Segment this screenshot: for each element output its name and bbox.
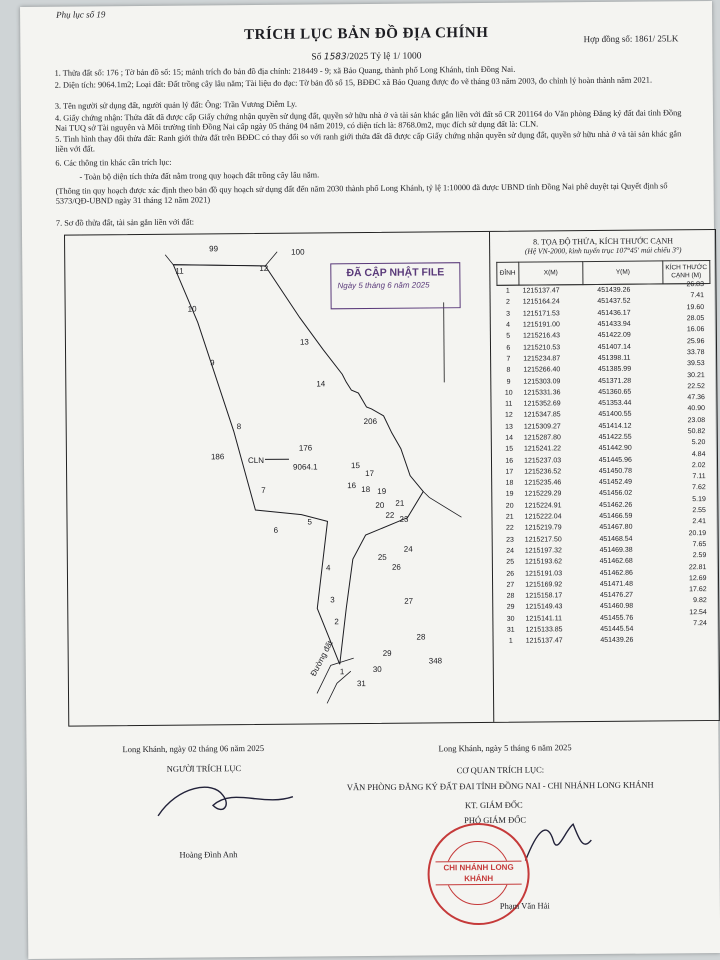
contract-number: Hợp đồng số: 1861/ 25LK xyxy=(583,33,679,45)
row-y: 451445.96 xyxy=(598,456,632,464)
coordinate-table xyxy=(496,260,713,647)
row-y: 451400.55 xyxy=(598,411,632,419)
row-y: 451422.55 xyxy=(598,433,632,441)
row-y: 451468.54 xyxy=(599,535,633,543)
col-vertex: ĐỈNH xyxy=(497,262,519,285)
row-x: 1215219.79 xyxy=(524,524,562,533)
row-edge: 2.41 xyxy=(692,518,707,526)
row-y: 451360.65 xyxy=(598,388,632,396)
row-y: 451436.17 xyxy=(597,309,631,317)
row-x: 1215141.11 xyxy=(525,615,562,623)
row-x: 1215137.47 xyxy=(525,637,563,645)
row-vertex: 23 xyxy=(506,536,514,544)
parcel-fraction-line xyxy=(265,459,289,460)
row-vertex: 12 xyxy=(504,412,513,420)
row-edge: 22.52 xyxy=(687,382,705,391)
section-3: 3. Tên người sử dụng đất, người quản lý đất: Ông: Trần Vương Diễm Ly. xyxy=(54,99,298,111)
section-2: 2. Diện tích: 9064.1m2; Loại đất: Đất trồng cây lâu năm; Tài liệu đo đạc: Tờ bản đồ số 15, BĐĐC xã Bảo Quang được đo vẽ tháng 03 năm 2003, đo chỉnh lý hoàn thành năm 2021. xyxy=(54,75,653,90)
director-signature xyxy=(517,810,598,871)
row-edge: 2.02 xyxy=(691,461,706,470)
section-4: 4. Giấy chứng nhận: Thửa đất đã được cấp Giấy chứng nhận quyền sử dụng đất, quyền sở hữu nhà ở và tài sản khác gắn liền với đất số CR 201164 do Văn phòng Đăng ký đất đai tỉnh Đồng Nai TUQ sở Tài nguyên và Môi trường tỉnh Đồng Nai cấp ngày 05 tháng 04 năm 2019, có diện tích là: 8768.0m2, mục đích sử dụng đất là: CLN. xyxy=(54,108,682,134)
row-x: 1215234.87 xyxy=(523,355,561,363)
document-number: Số 1583/2025 Tỷ lệ 1/ 1000 xyxy=(311,51,422,63)
vertex-20: 20 xyxy=(375,500,385,510)
vertex-29: 29 xyxy=(382,648,392,658)
row-vertex: 14 xyxy=(505,434,514,442)
row-x: 1215303.09 xyxy=(523,377,561,386)
row-vertex: 15 xyxy=(505,446,514,454)
row-edge: 2.55 xyxy=(692,507,706,515)
section-7: 7. Sơ đồ thửa đất, tài sản gắn liền với đất: xyxy=(55,217,195,228)
row-x: 1215191.00 xyxy=(522,321,560,329)
row-vertex: 30 xyxy=(506,615,515,623)
row-y: 451471.48 xyxy=(599,580,633,588)
vertex-7: 7 xyxy=(261,485,266,495)
agency-label: CƠ QUAN TRÍCH LỤC: xyxy=(456,764,545,776)
parcel-label-348: 348 xyxy=(428,656,443,666)
row-edge: 2.59 xyxy=(692,552,707,560)
section-6-note: (Thông tin quy hoạch được xác định theo bản đồ quy hoạch sử dụng đất đến năm 2030 thành phố Long Khánh, tỷ lệ 1:10000 đã được UBND tỉnh Đồng Nai phê duyệt tại Quyết định số 5373/QĐ-UBND ngày 31 tháng 12 năm 2021) xyxy=(55,181,668,207)
document-page xyxy=(20,1,720,959)
row-x: 1215352.69 xyxy=(523,400,561,408)
row-edge: 28.05 xyxy=(686,315,705,323)
col-y: Y(M) xyxy=(583,261,663,285)
extractor-name: Hoàng Đình Anh xyxy=(179,849,238,860)
row-vertex: 26 xyxy=(506,570,515,578)
row-y: 451371.28 xyxy=(598,377,632,385)
row-vertex: 28 xyxy=(506,592,515,600)
row-y: 451469.38 xyxy=(599,546,633,554)
row-y: 451450.78 xyxy=(598,467,632,475)
row-y: 451398.11 xyxy=(597,354,631,362)
row-x: 1215217.50 xyxy=(524,535,562,544)
vertex-15: 15 xyxy=(350,461,360,471)
vertex-27: 27 xyxy=(404,596,414,606)
row-vertex: 18 xyxy=(505,479,514,487)
row-y: 451452.49 xyxy=(598,478,633,487)
row-vertex: 2 xyxy=(505,299,510,307)
row-vertex: 31 xyxy=(506,626,515,634)
row-y: 451467.80 xyxy=(599,524,633,532)
row-edge: 19.60 xyxy=(686,303,705,311)
row-x: 1215193.62 xyxy=(524,558,563,566)
row-y: 451445.54 xyxy=(600,625,634,634)
coordinate-subtitle: (Hệ VN-2000, kinh tuyến trục 107°45' múi chiếu 3°) xyxy=(524,245,682,256)
vertex-9: 9 xyxy=(210,358,215,368)
row-edge: 25.96 xyxy=(686,337,705,345)
vertex-8: 8 xyxy=(236,422,242,432)
row-y: 451422.09 xyxy=(597,332,631,340)
vertex-31: 31 xyxy=(356,679,366,689)
row-x: 1215229.29 xyxy=(524,490,562,499)
row-vertex: 24 xyxy=(506,547,515,555)
coordinate-rows xyxy=(497,281,713,648)
row-x: 1215191.03 xyxy=(525,569,563,578)
row-edge: 7.65 xyxy=(692,541,707,549)
row-x: 1215347.85 xyxy=(523,411,561,420)
row-vertex: 11 xyxy=(505,400,513,408)
row-x: 1215236.52 xyxy=(524,468,562,476)
vertex-17: 17 xyxy=(365,468,375,479)
row-y: 451442.90 xyxy=(598,444,632,453)
row-x: 1215210.53 xyxy=(523,343,561,352)
left-date: Long Khánh, ngày 02 tháng 06 năm 2025 xyxy=(122,742,265,755)
row-vertex: 19 xyxy=(505,491,514,499)
row-vertex: 8 xyxy=(506,366,511,375)
row-y: 451433.94 xyxy=(597,320,631,329)
row-y: 451456.02 xyxy=(599,490,633,498)
row-edge: 4.84 xyxy=(691,450,706,458)
row-edge: 50.82 xyxy=(687,428,706,436)
vertex-6: 6 xyxy=(273,525,279,535)
row-vertex: 25 xyxy=(506,558,515,567)
extractor-signature xyxy=(153,775,304,836)
row-y: 451476.27 xyxy=(599,591,634,600)
row-x: 1215149.43 xyxy=(525,603,563,612)
vertex-11: 11 xyxy=(175,266,184,276)
row-vertex: 3 xyxy=(506,310,510,318)
row-vertex: 16 xyxy=(505,457,514,465)
row-x: 1215241.22 xyxy=(523,445,562,453)
vertex-21: 21 xyxy=(395,498,405,508)
row-vertex: 13 xyxy=(505,423,513,431)
vertex-4: 4 xyxy=(325,563,331,573)
vertex-3: 3 xyxy=(330,595,335,605)
vertex-23: 23 xyxy=(399,514,409,524)
col-x: X(M) xyxy=(518,262,583,286)
vertex-26: 26 xyxy=(391,562,401,572)
vertex-12: 12 xyxy=(259,263,269,273)
vertex-28: 28 xyxy=(416,632,426,642)
row-x: 1215216.43 xyxy=(522,332,561,340)
adjacent-boundary-right xyxy=(423,491,461,517)
row-x: 1215171.53 xyxy=(522,310,560,318)
row-edge: 5.19 xyxy=(692,495,706,503)
row-y: 451462.26 xyxy=(599,501,633,509)
row-y: 451460.98 xyxy=(600,603,634,611)
row-vertex: 17 xyxy=(505,468,514,476)
vertex-14: 14 xyxy=(316,379,326,389)
row-y: 451455.76 xyxy=(600,614,634,622)
row-x: 1215133.85 xyxy=(525,626,563,634)
row-edge: 33.78 xyxy=(686,348,705,357)
row-y: 451437.52 xyxy=(597,298,631,306)
row-y: 451462.86 xyxy=(599,569,633,577)
row-y: 451439.26 xyxy=(597,286,631,295)
appendix-label: Phụ lục số 19 xyxy=(56,9,106,20)
row-edge: 47.36 xyxy=(687,394,705,402)
coordinate-panel xyxy=(489,230,720,722)
vertex-24: 24 xyxy=(403,544,413,554)
row-edge: 20.19 xyxy=(688,529,707,537)
col-edge: KÍCH THƯỚC CẠNH (M) xyxy=(662,261,709,284)
row-edge xyxy=(666,629,713,641)
row-y: 451353.44 xyxy=(598,399,632,408)
document-title: TRÍCH LỤC BẢN ĐỒ ĐỊA CHÍNH xyxy=(244,24,489,44)
vertex-5: 5 xyxy=(307,517,313,527)
row-y: 451462.68 xyxy=(599,557,633,566)
row-y: 451466.59 xyxy=(599,512,633,521)
row-vertex: 1 xyxy=(508,638,513,646)
section-1: 1. Thửa đất số: 176 ; Tờ bản đồ số: 15; mảnh trích đo bản đồ địa chính: 218449 - 9; xã Bảo Quang, thành phố Long Khánh, tỉnh Đồng Nai. xyxy=(54,64,516,78)
vertex-13: 13 xyxy=(299,337,309,347)
row-vertex: 4 xyxy=(506,321,511,329)
row-edge: 12.54 xyxy=(689,608,707,616)
row-x: 1215158.17 xyxy=(525,592,563,600)
row-x: 1215237.03 xyxy=(524,456,562,465)
row-y: 451385.99 xyxy=(597,365,632,374)
row-x: 1215266.40 xyxy=(523,366,561,374)
row-vertex: 20 xyxy=(505,502,514,510)
vertex-30: 30 xyxy=(372,664,382,674)
vertex-19: 19 xyxy=(377,486,387,496)
row-x: 1215222.04 xyxy=(524,513,562,521)
row-edge: 16.06 xyxy=(686,326,705,334)
row-edge: 22.81 xyxy=(688,563,707,571)
vertex-1: 1 xyxy=(339,667,345,677)
parcel-label-100: 100 xyxy=(291,247,305,257)
kt-director: KT. GIÁM ĐỐC xyxy=(464,799,523,811)
row-x: 1215224.91 xyxy=(524,502,562,510)
vertex-25: 25 xyxy=(377,552,387,562)
row-edge: 7.24 xyxy=(693,620,707,628)
survey-pole xyxy=(444,302,445,382)
row-x: 1215197.32 xyxy=(524,547,562,555)
row-vertex: 1 xyxy=(505,287,510,295)
coordinate-row xyxy=(500,634,713,647)
parcel-label-186: 186 xyxy=(210,452,225,462)
vertex-16: 16 xyxy=(347,481,357,491)
row-vertex: 27 xyxy=(506,581,515,589)
row-x: 1215137.47 xyxy=(522,287,560,295)
row-vertex: 29 xyxy=(506,604,515,612)
row-vertex: 9 xyxy=(506,378,511,386)
updated-file-stamp: ĐÃ CẬP NHẬT FILE Ngày 5 tháng 6 năm 2025 xyxy=(330,262,460,309)
row-y: 451439.26 xyxy=(600,637,634,645)
vertex-18: 18 xyxy=(361,484,371,495)
section-5: 5. Tình hình thay đổi thửa đất: Ranh giới thửa đất trên BĐĐC có thay đổi so với ranh giới thửa đất đã được cấp Giấy chứng nhận quyền sử dụng đất, quyền sở hữu nhà ở và tài sản khác gắn liền với đất. xyxy=(55,129,682,155)
row-edge: 7.11 xyxy=(692,473,706,481)
row-edge: 7.62 xyxy=(692,484,706,492)
row-edge: 17.62 xyxy=(689,586,707,594)
row-edge: 40.90 xyxy=(687,405,706,413)
official-seal: CHI NHÁNH LONG KHÁNH xyxy=(427,823,530,926)
parcel-diagram xyxy=(64,229,720,727)
row-x: 1215331.36 xyxy=(523,389,561,397)
section-6-detail: - Toàn bộ diện tích thửa đất nằm trong quy hoạch đất trồng cây lâu năm. xyxy=(79,170,320,182)
row-x: 1215287.80 xyxy=(523,434,561,442)
row-x: 1215169.92 xyxy=(525,581,563,589)
deputy-director: PHÓ GIÁM ĐỐC xyxy=(464,814,527,826)
parcel-number: 176 xyxy=(298,443,313,453)
road-label: Đường đất xyxy=(308,639,335,678)
row-edge: 5.20 xyxy=(691,439,706,447)
row-vertex: 6 xyxy=(506,344,511,352)
row-vertex: 21 xyxy=(505,513,514,521)
row-edge: 7.41 xyxy=(690,292,705,300)
vertex-10: 10 xyxy=(187,304,197,314)
vertex-2: 2 xyxy=(334,617,339,627)
row-vertex: 5 xyxy=(506,333,511,341)
row-vertex: 10 xyxy=(504,389,513,397)
row-edge: 9.82 xyxy=(693,597,707,605)
right-date: Long Khánh, ngày 5 tháng 6 năm 2025 xyxy=(438,742,572,754)
coordinate-title: 8. TỌA ĐỘ THỬA, KÍCH THƯỚC CẠNH xyxy=(533,236,674,247)
row-edge: 39.53 xyxy=(687,360,705,368)
row-edge: 12.69 xyxy=(688,574,707,583)
row-x: 1215164.24 xyxy=(522,298,560,307)
agency-name: VĂN PHÒNG ĐĂNG KÝ ĐẤT ĐAI TỈNH ĐỒNG NAI - CHI NHÁNH LONG KHÁNH xyxy=(346,779,654,793)
director-name: Phạm Văn Hải xyxy=(499,900,550,911)
section-6: 6. Các thông tin khác cần trích lục: xyxy=(55,157,172,168)
parcel-label-206: 206 xyxy=(363,416,378,427)
parcel-code: CLN xyxy=(247,455,265,466)
row-x: 1215235.46 xyxy=(524,479,562,487)
row-edge: 30.21 xyxy=(687,371,705,379)
row-y: 451414.12 xyxy=(598,422,632,430)
vertex-22: 22 xyxy=(385,510,395,520)
parcel-area: 9064.1 xyxy=(292,462,318,472)
row-y: 451407.14 xyxy=(597,343,631,351)
row-vertex: 7 xyxy=(506,355,511,363)
row-vertex: 22 xyxy=(505,525,514,533)
row-x: 1215309.27 xyxy=(523,423,561,431)
extractor-title: NGƯỜI TRÍCH LỤC xyxy=(166,763,242,774)
row-edge: 26.83 xyxy=(686,281,704,289)
parcel-label-99: 99 xyxy=(209,244,219,254)
row-edge: 23.08 xyxy=(687,416,706,424)
